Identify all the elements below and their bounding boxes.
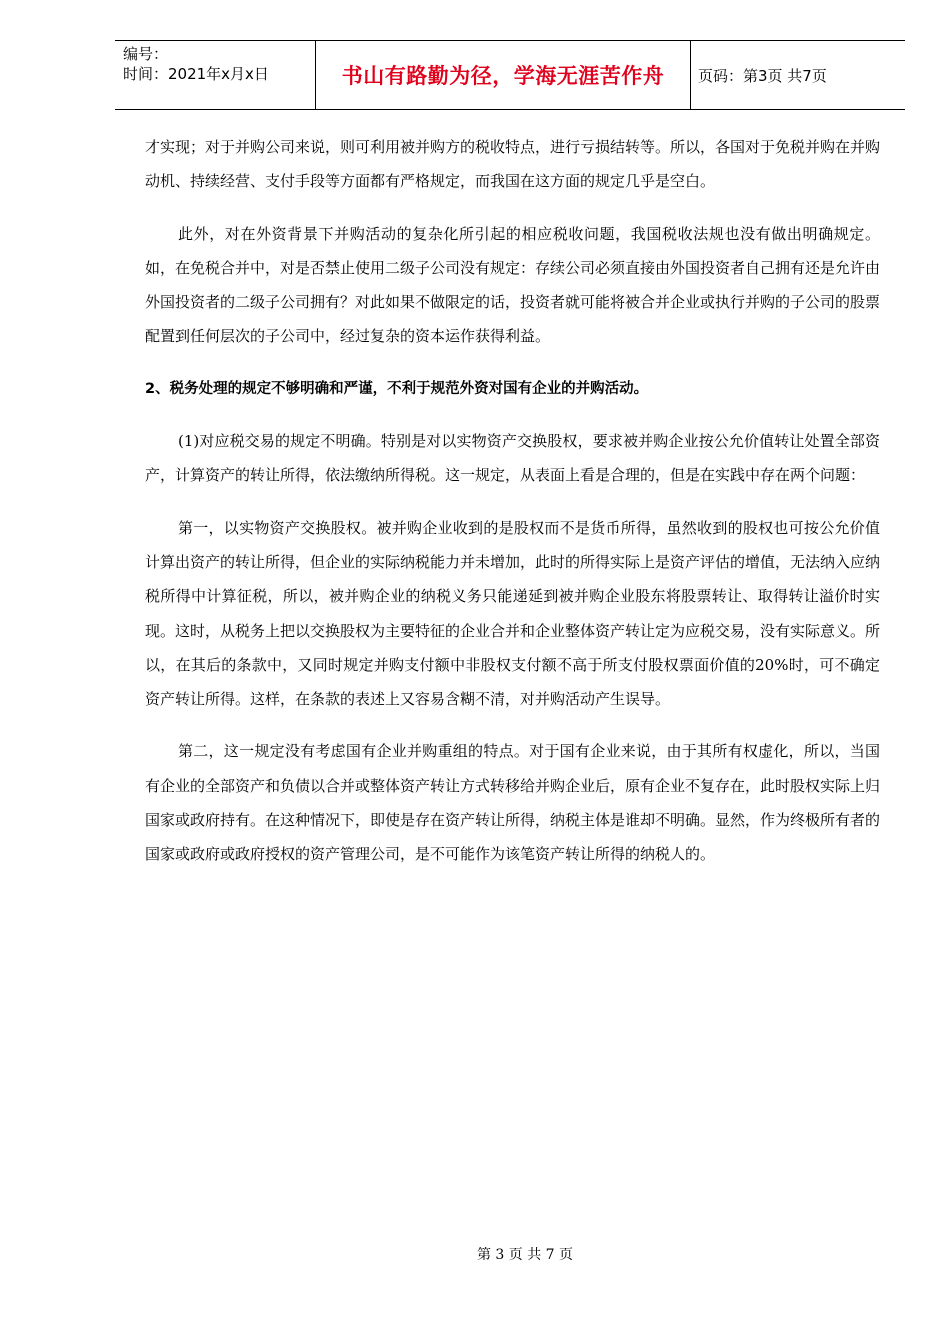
section-heading: 2、税务处理的规定不够明确和严谨，不利于规范外资对国有企业的并购活动。 [145,380,649,397]
header-meta [115,41,315,109]
paragraph: 此外，对在外资背景下并购活动的复杂化所引起的相应税收问题，我国税收法规也没有做出明确规定。如，在免税合并中，对是否禁止使用二级子公司没有规定：存续公司必须直接由外国投资者自己拥有还是允许由外国投资者的二级子公司拥有？对此如果不做限定的话，投资者就可能将被合并企业或执行并购的子公司的股票配置到任何层次的子公司中，经过复杂的资本运作获得利益。 [145,224,881,346]
document-body [145,130,880,890]
paragraph: 第二，这一规定没有考虑国有企业并购重组的特点。对于国有企业来说，由于其所有权虚化，所以，当国有企业的全部资产和负债以合并或整体资产转让方式转移给并购企业后，原有企业不复存在，此时股权实际上归国家或政府持有。在这种情况下，即使是存在资产转让所得，纳税主体是谁却不明确。显然，作为终极所有者的国家或政府或政府授权的资产管理公司，是不可能作为该笔资产转让所得的纳税人的。 [145,742,881,864]
page-header [115,40,905,110]
document-number-label: 编号： [123,45,169,63]
document-time-label: 时间：2021年x月x日 [123,65,269,83]
header-motto: 书山有路勤为径，学海无涯苦作舟 [315,41,691,109]
header-page-label [698,41,904,109]
paragraph: 第一，以实物资产交换股权。被并购企业收到的是股权而不是货币所得，虽然收到的股权也可按公允价值计算出资产的转让所得，但企业的实际纳税能力并未增加，此时的所得实际上是资产评估的增值，无法纳入应纳税所得中计算征税，所以，被并购企业的纳税义务只能递延到被并购企业股东将股票转让、取得转让溢价时实现。这时，从税务上把以交换股权为主要特征的企业合并和企业整体资产转让定为应税交易，没有实际意义。所以，在其后的条款中，又同时规定并购支付额中非股权支付额不高于所支付股权票面价值的20%时，可不确定资产转让所得。这样，在条款的表述上又容易含糊不清，对并购活动产生误导。 [145,518,881,709]
paragraph-continued: 才实现；对于并购公司来说，则可利用被并购方的税收特点，进行亏损结转等。所以，各国对于免税并购在并购动机、持续经营、支付手段等方面都有严格规定，而我国在这方面的规定几乎是空白。 [145,138,881,191]
paragraph: (1)对应税交易的规定不明确。特别是对以实物资产交换股权，要求被并购企业按公允价值转让处置全部资产，计算资产的转让所得，依法缴纳所得税。这一规定，从表面上看是合理的，但是在实践中存在两个问题： [145,432,880,485]
header-page-text: 页码：第3页 共7页 [698,66,827,85]
page-footer [0,1244,950,1264]
footer-page-number: 第 3 页 共 7 页 [476,1247,574,1263]
